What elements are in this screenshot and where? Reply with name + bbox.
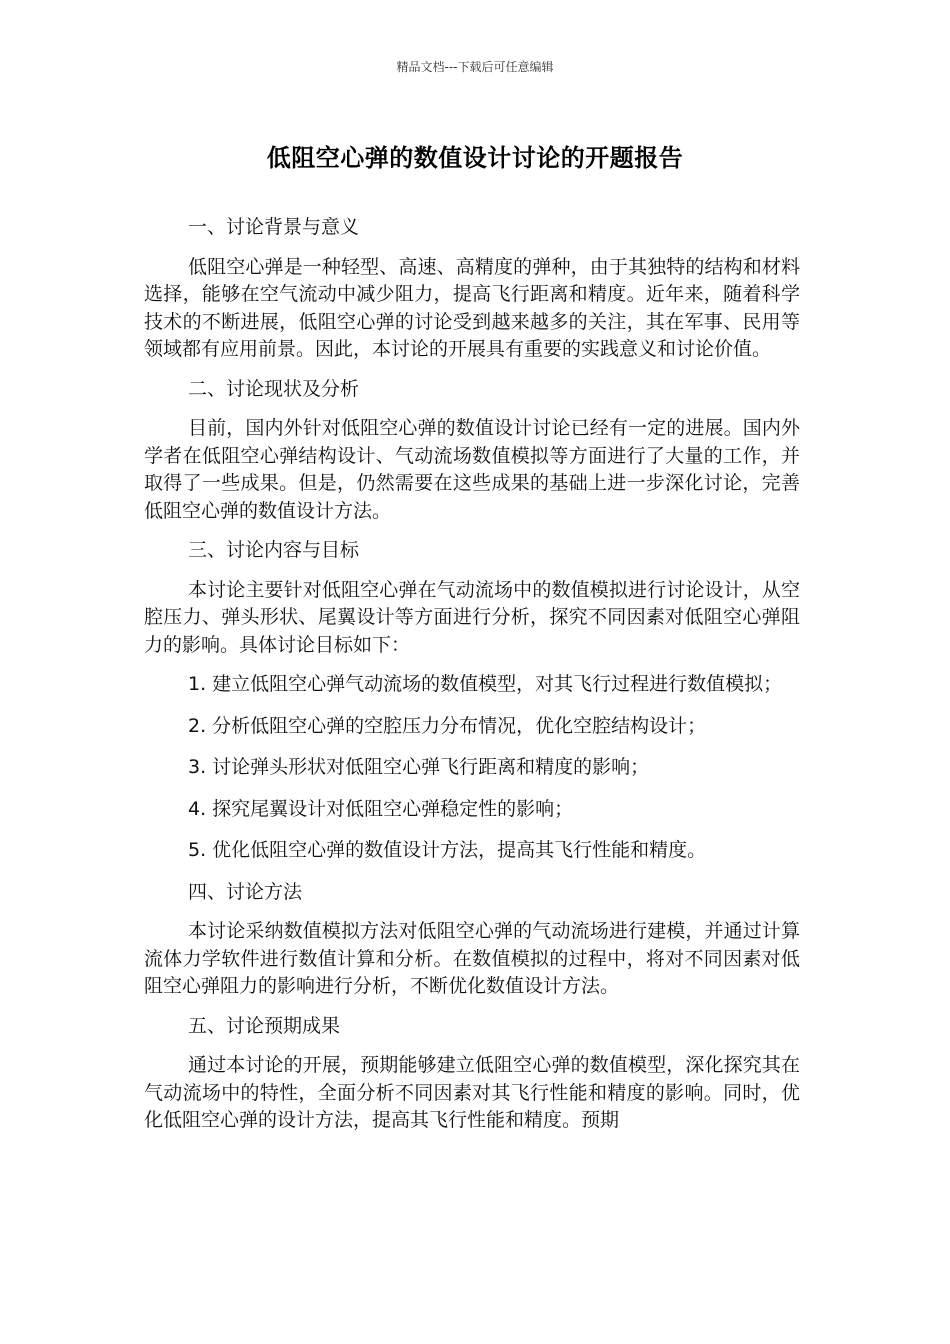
section-body-content: 本讨论主要针对低阻空心弹在气动流场中的数值模拟进行讨论设计，从空腔压力、弹头形状、尾翼设计等方面进行分析，探究不同因素对低阻空心弹阻力的影响。具体讨论目标如下： bbox=[144, 578, 800, 656]
section-heading-outcomes: 五、讨论预期成果 bbox=[188, 1014, 341, 1037]
section-heading-background: 一、讨论背景与意义 bbox=[188, 216, 360, 238]
section-body-method: 本讨论采纳数值模拟方法对低阻空心弹的气动流场进行建模，并通过计算流体力学软件进行数值计算和分析。在数值模拟的过程中，将对不同因素对低阻空心弹阻力的影响进行分析，不断优化数值设计方法。 bbox=[144, 920, 800, 997]
section-heading-method: 四、讨论方法 bbox=[188, 880, 303, 903]
list-item: 1. 建立低阻空心弹气动流场的数值模型，对其飞行过程进行数值模拟； bbox=[188, 673, 783, 695]
list-item: 4. 探究尾翼设计对低阻空心弹稳定性的影响； bbox=[188, 797, 574, 820]
list-item: 2. 分析低阻空心弹的空腔压力分布情况，优化空腔结构设计； bbox=[188, 714, 707, 737]
page-title: 低阻空心弹的数值设计讨论的开题报告 bbox=[266, 144, 684, 172]
header-watermark: 精品文档---下载后可任意编辑 bbox=[396, 60, 554, 74]
section-body-status: 目前，国内外针对低阻空心弹的数值设计讨论已经有一定的进展。国内外学者在低阻空心弹结构设计、气动流场数值模拟等方面进行了大量的工作，并取得了一些成果。但是，仍然需要在这些成果的基础上进一步深化讨论，完善低阻空心弹的数值设计方法。 bbox=[144, 417, 800, 522]
list-item: 3. 讨论弹头形状对低阻空心弹飞行距离和精度的影响； bbox=[188, 756, 650, 778]
section-heading-status: 二、讨论现状及分析 bbox=[188, 377, 360, 400]
list-item: 5. 优化低阻空心弹的数值设计方法，提高其飞行性能和精度。 bbox=[188, 839, 707, 861]
section-body-outcomes: 通过本讨论的开展，预期能够建立低阻空心弹的数值模型，深化探究其在气动流场中的特性，全面分析不同因素对其飞行性能和精度的影响。同时，优化低阻空心弹的设计方法，提高其飞行性能和精度。预期 bbox=[144, 1054, 800, 1131]
section-body-background: 低阻空心弹是一种轻型、高速、高精度的弹种，由于其独特的结构和材料选择，能够在空气流动中减少阻力，提高飞行距离和精度。近年来，随着科学技术的不断进展，低阻空心弹的讨论受到越来越多的关注，其在军事、民用等领域都有应用前景。因此，本讨论的开展具有重要的实践意义和讨论价值。 bbox=[144, 255, 800, 360]
section-heading-content: 三、讨论内容与目标 bbox=[188, 539, 360, 561]
document-body bbox=[144, 214, 800, 1147]
